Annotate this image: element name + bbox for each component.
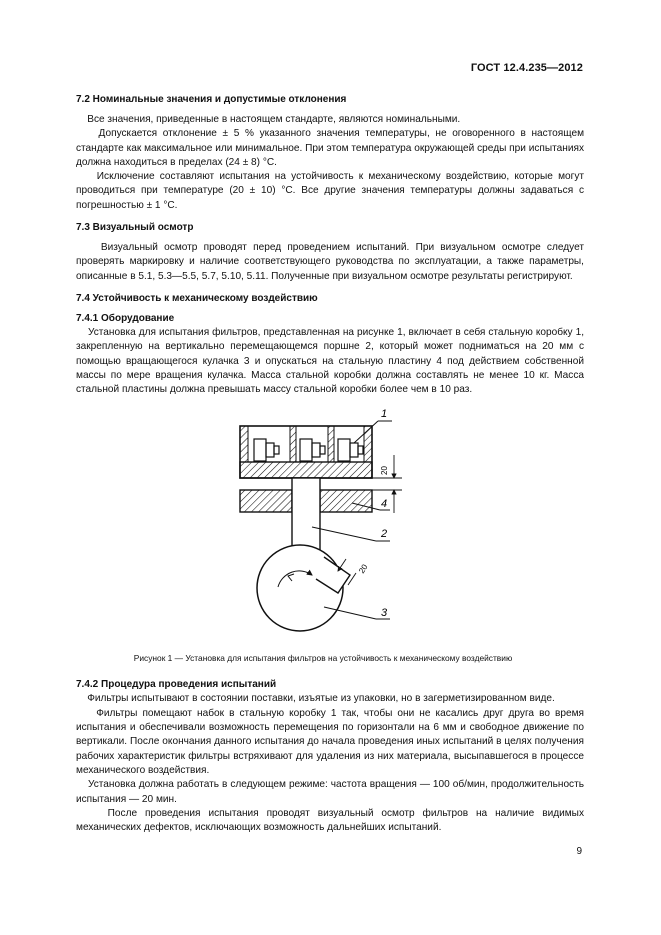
piston — [292, 478, 320, 550]
section-7-3-title: 7.3 Визуальный осмотр — [76, 222, 194, 234]
standard-header: ГОСТ 12.4.235—2012 — [470, 62, 583, 74]
paragraph: Допускается отклонение ± 5 % указанного значения температуры, не оговоренного в настоящем стандарте как максимальное или минимальное. При этом температура окружающей среды при испытаниях должна находиться в пределах (24 ± 8) °С. — [76, 128, 585, 168]
section-7-2-title: 7.2 Номинальные значения и допустимые отклонения — [76, 94, 347, 105]
figure-caption: Рисунок 1 — Установка для испытания фильтров на устойчивость к механическому воздействию — [133, 653, 513, 664]
label-1: 1 — [381, 408, 388, 421]
label-4: 4 — [381, 498, 388, 511]
dimension-vertical-value: 20 — [380, 466, 389, 476]
page-number: 9 — [576, 846, 582, 857]
label-3: 3 — [381, 607, 388, 620]
leader-2 — [312, 527, 376, 541]
paragraph: Все значения, приведенные в настоящем стандарте, являются номинальными. — [87, 114, 461, 125]
steel-box — [240, 426, 372, 478]
label-2: 2 — [381, 528, 388, 541]
paragraph: Установка должна работать в следующем режиме: частота вращения — 100 об/мин, продолжительность испытания — 20 мин. — [76, 779, 584, 805]
paragraph: После проведения испытания проводят визуальный осмотр фильтров на наличие видимых механических дефектов, исключающих возможность дальнейших испытаний. — [76, 807, 584, 834]
paragraph: Фильтры помещают набок в стальную коробку 1 так, чтобы они не касались друг друга во время испытания и обеспечивали возможность перемещения по горизонтали на 6 мм и свободное движение по вертикали. После окончания данного испытания до начала проведения иных испытаний в целях получения рабочих характеристик фильтры встряхивают для удаления из них материала, высыпавшегося в процессе механического воздействия. — [76, 707, 584, 776]
cam — [257, 545, 350, 631]
paragraph: Визуальный осмотр проводят перед проведением испытаний. При визуальном осмотре следует проверять маркировку и наличие соответствующего руководства по эксплуатации, а также параметры, описанные в 5.1, 5.3—5.5, 5.7, 5.10, 5.11. Полученные при визуальном осмотре результаты регистрируют. — [76, 242, 584, 282]
subsection-7-4-2-title: 7.4.2 Процедура проведения испытаний — [76, 679, 277, 691]
test-rig-drawing — [76, 397, 584, 652]
subsection-7-4-1-title: 7.4.1 Оборудование — [76, 312, 175, 324]
dimension-cam-value: 20 — [357, 563, 370, 576]
figure-1 — [76, 397, 584, 652]
page-content — [76, 93, 584, 835]
paragraph: Фильтры испытывают в состоянии поставки, изъятые из упаковки, но в загерметизированном виде. — [87, 693, 555, 705]
paragraph: Установка для испытания фильтров, представленная на рисунке 1, включает в себя стальную коробку 1, закрепленную на вертикально перемещающемся поршне 2, который может подниматься на 20 мм с помощью вращающегося кулачка 3 и опускаться на стальную пластину 4 под действием собственной массы по мере вращения кулачка. Масса стальной коробки должна составлять не менее 10 кг. Масса стальной пластины должна превышать массу стальной коробки более чем в 10 раз. — [76, 326, 585, 396]
section-7-4-title: 7.4 Устойчивость к механическому воздействию — [76, 292, 318, 304]
paragraph: Исключение составляют испытания на устойчивость к механическому воздействию, которые могут проводиться при температуре (20 ± 10) °С. Все другие значения температуры должны задаваться с погрешностью ± 1 °С. — [76, 171, 584, 211]
